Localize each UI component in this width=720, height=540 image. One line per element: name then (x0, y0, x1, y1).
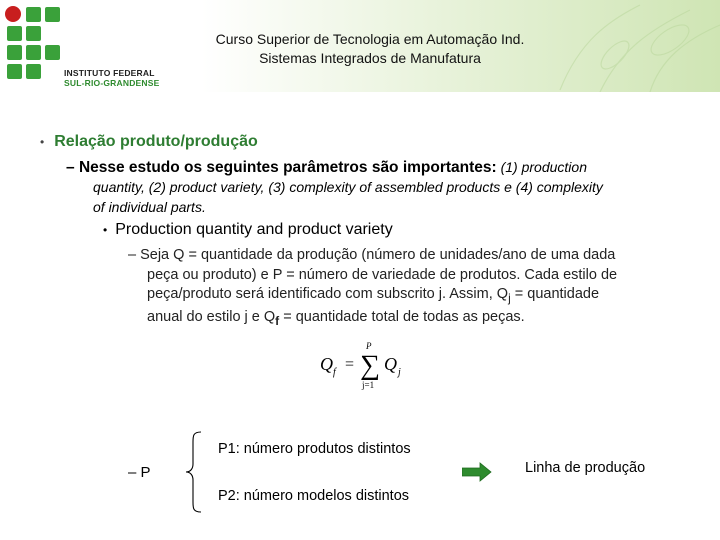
svg-text:j: j (398, 367, 401, 378)
logo-name-line1: INSTITUTO FEDERAL (64, 68, 155, 78)
svg-text:=: = (345, 356, 355, 373)
svg-text:f: f (333, 367, 336, 378)
p-dash-label: – P (128, 464, 151, 481)
bullet-heading: • Relação produto/produção (40, 133, 258, 150)
course-subtitle: Sistemas Integrados de Manufatura (259, 50, 481, 66)
logo-name-line2: SUL-RIO-GRANDENSE (64, 78, 160, 88)
p2-text: P2: número modelos distintos (218, 488, 410, 504)
institution-logo (4, 4, 164, 90)
production-line-label: Linha de produção (525, 460, 646, 476)
sub-bullet-heading: • Production quantity and product variety (103, 221, 393, 238)
definition-paragraph: – Seja Q = quantidade da produção (número de unidades/ano de uma dada peça ou produto) e P = número de variedade de produtos. Cada estilo de peça/produto será identificado com subscrito j. Assim, $Q_j$ = quantidade anual do estilo j e $Q_f$ = quantidade total de todas as peças. (128, 247, 618, 329)
svg-text:Q: Q (384, 354, 397, 374)
dash-item: – Nesse estudo os seguintes parâmetros são importantes: (1) production quantity, (2) product variety, (3) complexity of assembled products e (4) complexity of individual parts. (66, 159, 603, 215)
dash-bold-text: Nesse estudo os seguintes parâmetros são importantes: (78, 159, 497, 176)
svg-text:Q: Q (320, 354, 333, 374)
svg-text:j=1: j=1 (362, 380, 375, 390)
summation-formula (318, 340, 418, 392)
right-arrow-icon (462, 462, 492, 482)
course-title: Curso Superior de Tecnologia em Automação Ind. (215, 31, 525, 47)
bullet-dot-icon: • (40, 135, 45, 149)
left-brace (183, 430, 205, 514)
svg-text:P: P (366, 341, 372, 351)
logo-dot (5, 6, 21, 22)
svg-text:∑: ∑ (360, 350, 380, 381)
bullet-dot-icon: • (103, 223, 108, 237)
p1-text: P1: número produtos distintos (218, 441, 411, 457)
